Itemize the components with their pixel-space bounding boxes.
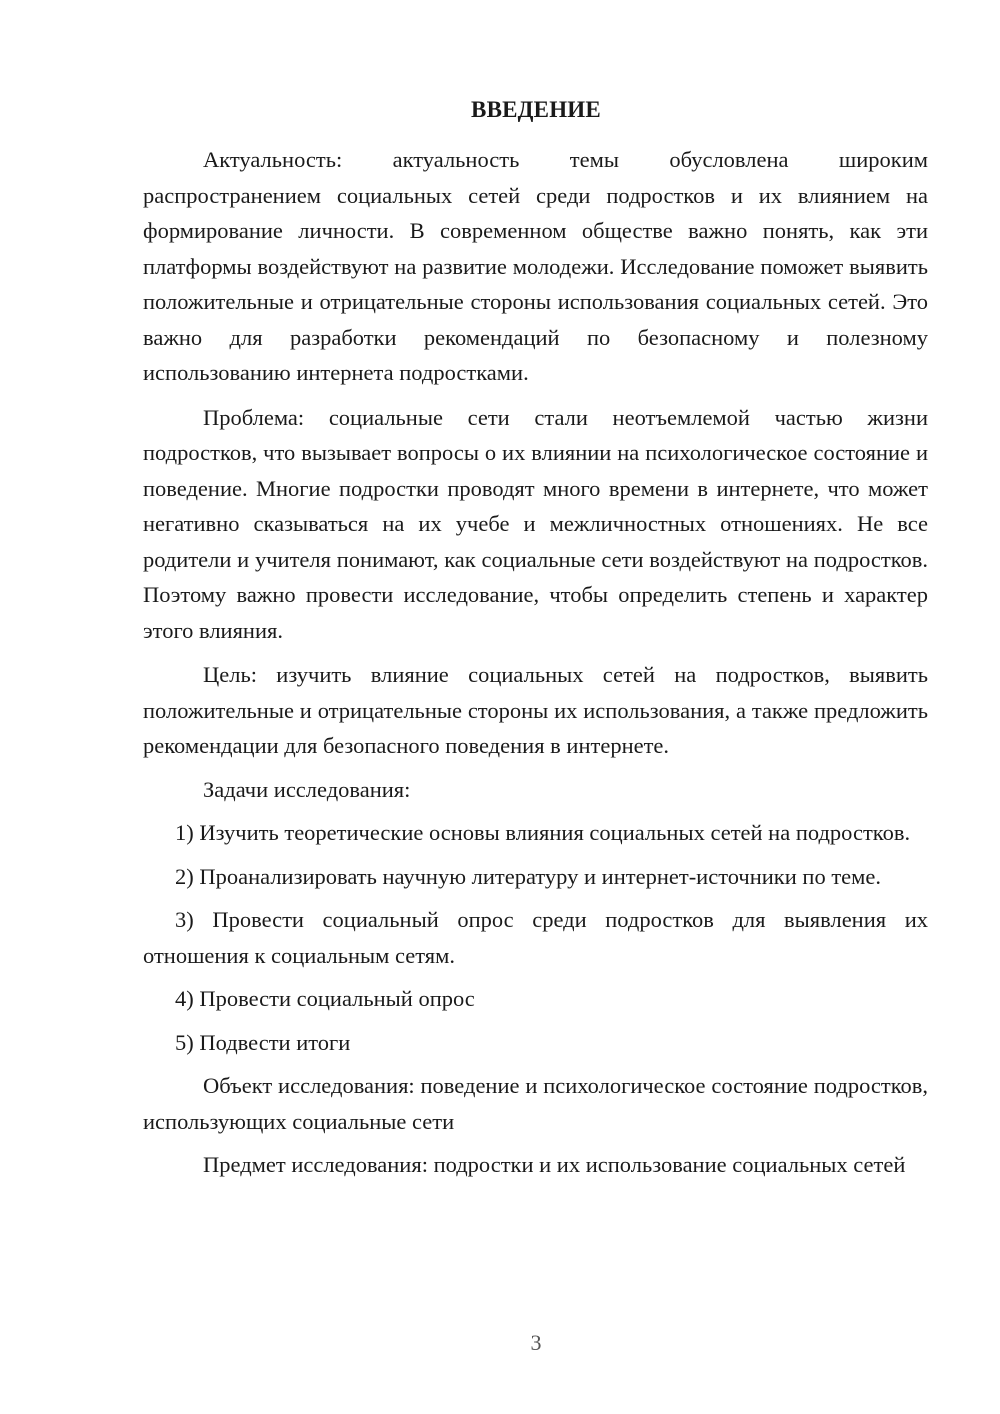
task-item-2: 2) Проанализировать научную литературу и интернет-источники по теме.	[175, 863, 881, 889]
paragraph-problem: Проблема: социальные сети стали неотъемлемой частью жизни подростков, что вызывает вопросы о их влиянии на психологическое состояние и поведение. Многие подростки проводят много времени в интернете, что может негативно сказываться на их учебе и межличностных отношениях. Не все родители и учителя понимают, как социальные сети воздействуют на подростков. Поэтому важно провести исследование, чтобы определить степень и характер этого влияния.	[143, 404, 928, 643]
paragraph-goal: Цель: изучить влияние социальных сетей на подростков, выявить положительные и отрицательные стороны их использования, а также предложить рекомендации для безопасного поведения в интернете.	[143, 662, 928, 758]
paragraph-object: Объект исследования: поведение и психологическое состояние подростков, использующих социальные сети	[143, 1073, 928, 1134]
paragraph-tasks-heading: Задачи исследования:	[203, 776, 411, 802]
document-body	[143, 142, 928, 1183]
task-item-1: 1) Изучить теоретические основы влияния социальных сетей на подростков.	[175, 820, 911, 845]
task-item-3: 3) Провести социальный опрос среди подростков для выявления их отношения к социальным сетям.	[143, 907, 928, 968]
task-item-5: 5) Подвести итоги	[175, 1029, 351, 1055]
page-title: ВВЕДЕНИЕ	[471, 97, 601, 122]
paragraph-relevance: Актуальность: актуальность темы обусловлена широким распространением социальных сетей среди подростков и их влиянием на формирование личности. В современном обществе важно понять, как эти платформы воздействуют на развитие молодежи. Исследование поможет выявить положительные и отрицательные стороны использования социальных сетей. Это важно для разработки рекомендаций по безопасному и полезному использованию интернета подростками.	[143, 147, 928, 385]
paragraph-subject: Предмет исследования: подростки и их использование социальных сетей	[203, 1152, 906, 1177]
page-number: 3	[530, 1330, 542, 1355]
task-item-4: 4) Провести социальный опрос	[175, 986, 475, 1011]
